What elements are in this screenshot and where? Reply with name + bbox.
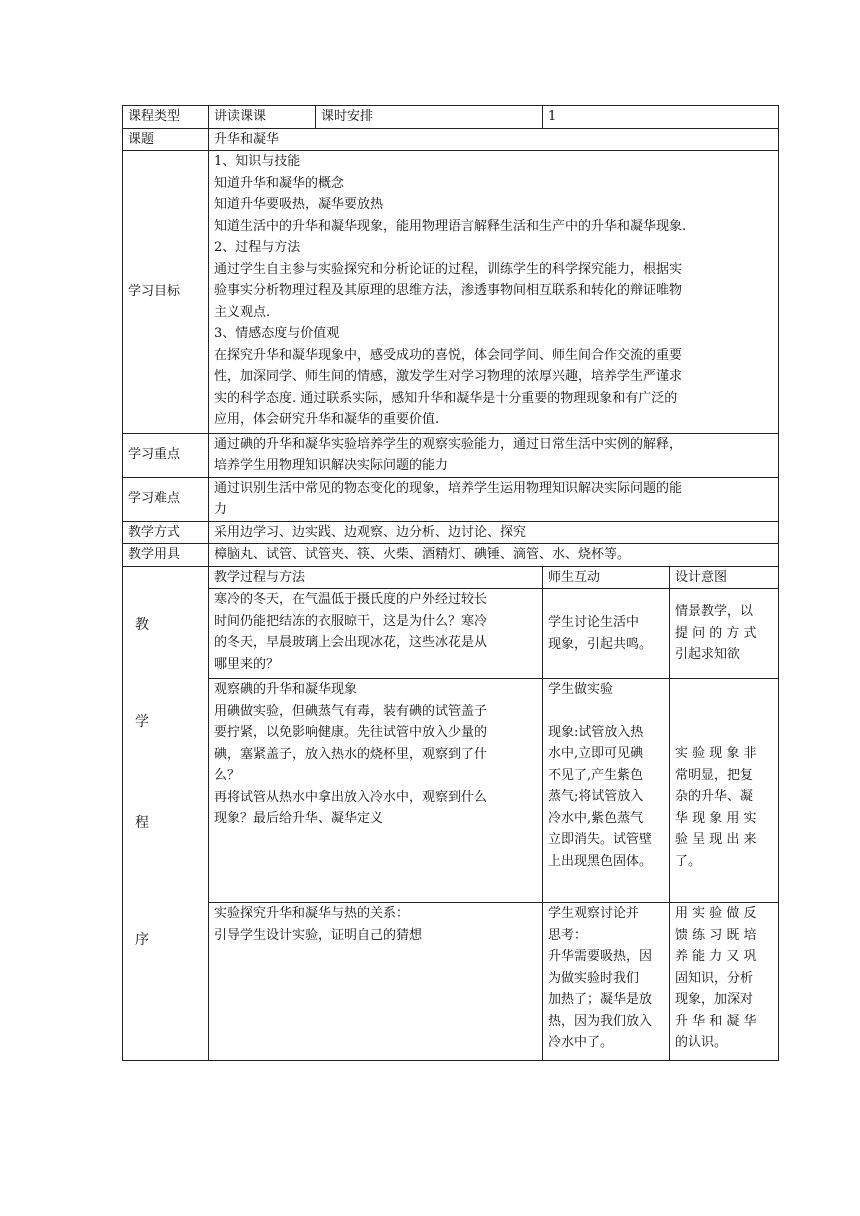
key-point-line: 通过碘的升华和凝华实验培养学生的观察实验能力，通过日常生活中实例的解释， — [214, 436, 683, 452]
interaction-line: 为做实验时我们 — [548, 970, 640, 986]
method-line: 时间仍能把结冻的衣服晾干，这是为什么？寒冷 — [214, 613, 488, 629]
interaction-line: 现象，引起共鸣。 — [548, 636, 653, 652]
interaction-line: 升华需要吸热，因 — [548, 949, 653, 964]
objective-line: 知道升华和凝华的概念 — [214, 175, 345, 191]
method-line: 实验探究升华和凝华与热的关系： — [214, 906, 410, 921]
objective-line: 知道升华要吸热，凝华要放热 — [214, 197, 384, 212]
objective-line: 1、知识与技能 — [214, 154, 301, 169]
intent-line: 验 呈 现 出 来 — [675, 832, 757, 848]
intent-line: 提 问 的 方 式 — [675, 625, 757, 641]
method-line: 再将试管从热水中拿出放入冷水中，观察到什么 — [214, 789, 488, 805]
process-side-char: 序 — [135, 931, 149, 948]
interaction-line: 立即消失。试管壁 — [548, 832, 653, 848]
interaction-line: 冷水中,紫色蒸气 — [548, 810, 644, 826]
process-interaction-cell — [543, 903, 670, 1061]
lesson-plan-table — [122, 105, 779, 1061]
method-line: 么？ — [214, 768, 241, 784]
schedule-value: 1 — [543, 106, 779, 129]
difficulties-label: 学习难点 — [123, 477, 209, 521]
method-line: 哪里来的？ — [214, 656, 280, 672]
course-type-label: 课程类型 — [123, 106, 209, 129]
intent-line: 了。 — [675, 853, 702, 869]
topic-row — [123, 128, 779, 151]
process-side-char: 程 — [135, 814, 149, 831]
key-points-label: 学习重点 — [123, 433, 209, 477]
interaction-line: 蒸气;将试管放入 — [548, 789, 644, 805]
topic-label: 课题 — [123, 128, 209, 151]
process-interaction-header: 师生互动 — [543, 566, 670, 589]
intent-line: 情景教学，以 — [675, 604, 754, 620]
teaching-method-label: 教学方式 — [123, 521, 209, 544]
intent-line: 固知识，分析 — [675, 970, 754, 986]
objective-line: 通过学生自主参与实验探究和分析论证的过程，训练学生的科学探究能力，根据实 — [214, 261, 683, 277]
process-intent-cell — [670, 589, 779, 679]
intent-line: 引起求知欲 — [675, 647, 741, 663]
teaching-tools-value: 樟脑丸、试管、试管夹、筷、火柴、酒精灯、碘锤、滴管、水、烧杯等。 — [209, 544, 779, 567]
difficulties-content — [209, 477, 779, 521]
process-method-cell — [209, 589, 543, 679]
interaction-line: 思考： — [548, 927, 588, 943]
teaching-method-row — [123, 521, 779, 544]
process-interaction-cell — [543, 589, 670, 679]
schedule-label: 课时安排 — [316, 106, 543, 129]
process-side-label — [123, 566, 209, 1060]
interaction-line: 学生观察讨论并 — [548, 906, 640, 921]
process-row-2 — [123, 679, 779, 903]
process-intent-cell — [670, 903, 779, 1061]
intent-line: 华 现 象 用 实 — [675, 810, 757, 826]
difficulty-line: 通过识别生活中常见的物态变化的现象，培养学生运用物理知识解决实际问题的能 — [214, 480, 683, 496]
intent-line: 杂的升华、凝 — [675, 789, 754, 805]
objective-line: 验事实分析物理过程及其原理的思维方法，渗透事物间相互联系和转化的辩证唯物 — [214, 283, 683, 298]
topic-value: 升华和凝华 — [209, 128, 779, 151]
objective-line: 在探究升华和凝华现象中，感受成功的喜悦，体会同学间、师生间合作交流的重要 — [214, 347, 683, 363]
method-line: 用碘做实验，但碘蒸气有毒，装有碘的试管盖子 — [214, 703, 488, 719]
intent-line: 馈 练 习 既 培 — [675, 927, 757, 943]
interaction-line: 冷水中了。 — [548, 1035, 614, 1050]
teaching-method-value: 采用边学习、边实践、边观察、边分析、边讨论、探究 — [209, 521, 779, 544]
objective-line: 主义观点. — [214, 304, 271, 320]
interaction-line: 上出现黑色固体。 — [548, 853, 653, 869]
objective-line: 实的科学态度. 通过联系实际，感知升华和凝华是十分重要的物理现象和有广泛的 — [214, 390, 678, 406]
interaction-line: 不见了,产生紫色 — [548, 767, 644, 783]
process-method-header: 教学过程与方法 — [209, 566, 543, 589]
course-type-row — [123, 106, 779, 129]
teaching-tools-label: 教学用具 — [123, 544, 209, 567]
process-row-3 — [123, 903, 779, 1061]
process-row-1 — [123, 589, 779, 679]
objectives-label: 学习目标 — [123, 151, 209, 434]
process-interaction-cell — [543, 679, 670, 903]
method-line: 寒冷的冬天，在气温低于摄氏度的户外经过较长 — [214, 592, 488, 608]
intent-line: 现象，加深对 — [675, 992, 754, 1007]
difficulty-line: 力 — [214, 502, 228, 517]
objective-line: 知道生活中的升华和凝华现象，能用物理语言解释生活和生产中的升华和凝华现象. — [214, 218, 687, 234]
intent-line: 实 验 现 象 非 — [675, 746, 757, 762]
objectives-content — [209, 151, 779, 434]
objective-line: 2、过程与方法 — [214, 240, 301, 255]
intent-line: 养 能 力 又 巩 — [675, 949, 757, 964]
interaction-line: 加热了；凝华是放 — [548, 992, 653, 1007]
interaction-line: 现象:试管放入热 — [548, 724, 644, 740]
course-type-value: 讲读课课 — [209, 106, 316, 129]
intent-line: 的认识。 — [675, 1035, 728, 1050]
method-line: 引导学生设计实验，证明自己的猜想 — [214, 927, 423, 943]
intent-line: 升 华 和 凝 华 — [675, 1013, 757, 1029]
teaching-tools-row — [123, 544, 779, 567]
difficulties-row — [123, 477, 779, 521]
interaction-line: 学生讨论生活中 — [548, 615, 640, 631]
method-line: 的冬天，早晨玻璃上会出现冰花，这些冰花是从 — [214, 635, 488, 651]
key-point-line: 培养学生用物理知识解决实际问题的能力 — [214, 458, 449, 473]
interaction-line: 水中,立即可见碘 — [548, 746, 644, 762]
key-points-content — [209, 433, 779, 477]
objective-line: 应用，体会研究升华和凝华的重要价值. — [214, 412, 440, 427]
interaction-line: 热，因为我们放入 — [548, 1013, 653, 1029]
intent-line: 用 实 验 做 反 — [675, 906, 757, 921]
process-intent-cell — [670, 679, 779, 903]
method-line: 碘，塞紧盖子，放入热水的烧杯里，观察到了什 — [214, 746, 488, 762]
objective-line: 性，加深同学、师生间的情感，激发学生对学习物理的浓厚兴趣，培养学生严谨求 — [214, 369, 683, 384]
method-line: 观察碘的升华和凝华现象 — [214, 682, 358, 698]
objective-line: 3、情感态度与价值观 — [214, 326, 340, 341]
intent-line: 常明显，把复 — [675, 767, 754, 783]
objectives-row — [123, 151, 779, 434]
process-header-row — [123, 566, 779, 589]
process-method-cell — [209, 679, 543, 903]
method-line: 要拧紧，以免影响健康。先往试管中放入少量的 — [214, 725, 488, 741]
process-side-char: 学 — [135, 713, 149, 730]
interaction-title: 学生做实验 — [548, 682, 614, 698]
process-method-cell — [209, 903, 543, 1061]
process-intent-header: 设计意图 — [670, 566, 779, 589]
process-side-char: 教 — [135, 616, 149, 633]
method-line: 现象？最后给升华、凝华定义 — [214, 811, 384, 827]
key-points-row — [123, 433, 779, 477]
